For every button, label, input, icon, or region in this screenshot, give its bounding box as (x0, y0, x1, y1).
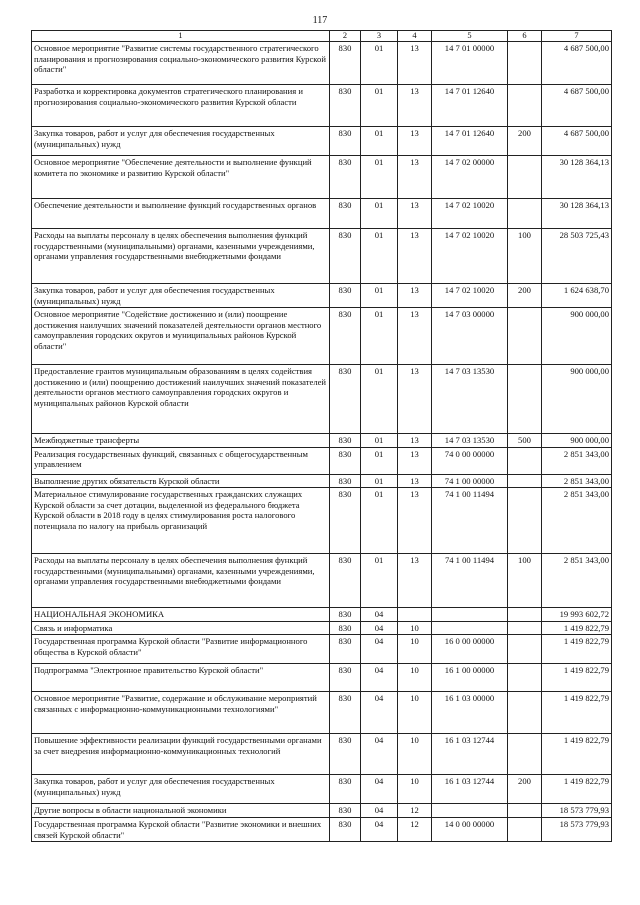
table-row (32, 608, 612, 621)
row-code-cell: 830 (330, 734, 361, 775)
row-amount-cell: 1 419 822,79 (542, 734, 612, 775)
row-section-cell: 01 (361, 447, 398, 474)
row-target-article-cell: 14 7 02 10020 (432, 199, 508, 229)
row-target-article-cell: 16 1 03 00000 (432, 692, 508, 734)
row-code-cell: 830 (330, 308, 361, 365)
row-expense-type-cell (508, 621, 542, 634)
row-expense-type-cell (508, 734, 542, 775)
row-code-cell: 830 (330, 127, 361, 156)
row-expense-type-cell (508, 488, 542, 554)
row-name-cell: Разработка и корректировка документов стратегического планирования и прогнозирования социально-экономического развития Курской области (32, 85, 330, 127)
row-code-cell: 830 (330, 804, 361, 818)
row-amount-cell: 2 851 343,00 (542, 488, 612, 554)
table-row (32, 229, 612, 284)
row-amount-cell: 900 000,00 (542, 308, 612, 365)
row-expense-type-cell (508, 692, 542, 734)
row-section-cell: 01 (361, 308, 398, 365)
row-subsection-cell: 13 (398, 85, 432, 127)
row-subsection-cell: 10 (398, 775, 432, 804)
row-expense-type-cell (508, 365, 542, 434)
row-name-cell: Предоставление грантов муниципальным образованиям в целях содействия достижению и (или) поощрению достижений наилучших значений показателей деятельности органов местного самоуправления городских округов и муниципальных районов Курской области (32, 365, 330, 434)
row-expense-type-cell: 200 (508, 775, 542, 804)
row-section-cell: 01 (361, 229, 398, 284)
row-target-article-cell: 16 1 00 00000 (432, 664, 508, 692)
table-row (32, 488, 612, 554)
row-target-article-cell: 16 1 03 12744 (432, 734, 508, 775)
row-code-cell: 830 (330, 42, 361, 85)
row-subsection-cell: 13 (398, 488, 432, 554)
row-expense-type-cell (508, 199, 542, 229)
table-row (32, 199, 612, 229)
row-target-article-cell (432, 804, 508, 818)
row-code-cell: 830 (330, 608, 361, 621)
row-section-cell: 01 (361, 474, 398, 487)
row-section-cell: 04 (361, 692, 398, 734)
row-code-cell: 830 (330, 156, 361, 199)
row-name-cell: Повышение эффективности реализации функций государственными органами за счет внедрения информационно-коммуникационных технологий (32, 734, 330, 775)
row-target-article-cell: 14 7 03 00000 (432, 308, 508, 365)
row-code-cell: 830 (330, 199, 361, 229)
row-name-cell: Закупка товаров, работ и услуг для обеспечения государственных (муниципальных) нужд (32, 127, 330, 156)
row-expense-type-cell: 500 (508, 434, 542, 447)
table-header-row (32, 31, 612, 42)
row-section-cell: 04 (361, 635, 398, 664)
row-amount-cell: 4 687 500,00 (542, 85, 612, 127)
table-row (32, 554, 612, 608)
row-amount-cell: 1 419 822,79 (542, 775, 612, 804)
row-name-cell: Другие вопросы в области национальной экономики (32, 804, 330, 818)
row-subsection-cell: 13 (398, 127, 432, 156)
row-expense-type-cell (508, 608, 542, 621)
row-section-cell: 01 (361, 127, 398, 156)
table-row (32, 156, 612, 199)
row-section-cell: 01 (361, 85, 398, 127)
row-subsection-cell: 12 (398, 818, 432, 842)
row-name-cell: Связь и информатика (32, 621, 330, 634)
column-header: 4 (398, 31, 432, 42)
page-number: 117 (312, 15, 328, 26)
row-subsection-cell: 10 (398, 621, 432, 634)
row-section-cell: 04 (361, 621, 398, 634)
row-section-cell: 01 (361, 199, 398, 229)
row-name-cell: Реализация государственных функций, связанных с общегосударственным управлением (32, 447, 330, 474)
row-amount-cell: 900 000,00 (542, 434, 612, 447)
column-header: 1 (32, 31, 330, 42)
row-target-article-cell: 74 1 00 11494 (432, 488, 508, 554)
table-row (32, 434, 612, 447)
table-row (32, 284, 612, 308)
row-target-article-cell: 14 7 02 10020 (432, 284, 508, 308)
row-code-cell: 830 (330, 621, 361, 634)
row-code-cell: 830 (330, 229, 361, 284)
row-name-cell: Основное мероприятие "Развитие системы государственного стратегического планирования и прогнозирования социально-экономического развития Курской области" (32, 42, 330, 85)
row-subsection-cell: 13 (398, 42, 432, 85)
row-expense-type-cell (508, 42, 542, 85)
row-section-cell: 04 (361, 664, 398, 692)
row-amount-cell: 2 851 343,00 (542, 554, 612, 608)
row-expense-type-cell (508, 804, 542, 818)
row-code-cell: 830 (330, 284, 361, 308)
row-section-cell: 01 (361, 156, 398, 199)
row-target-article-cell: 14 7 01 12640 (432, 127, 508, 156)
row-subsection-cell: 10 (398, 635, 432, 664)
row-expense-type-cell (508, 308, 542, 365)
row-name-cell: Выполнение других обязательств Курской области (32, 474, 330, 487)
table-row (32, 804, 612, 818)
row-expense-type-cell: 100 (508, 554, 542, 608)
row-subsection-cell: 13 (398, 284, 432, 308)
row-name-cell: Основное мероприятие "Обеспечение деятельности и выполнение функций комитета по экономике и развитию Курской области" (32, 156, 330, 199)
table-row (32, 474, 612, 487)
row-target-article-cell: 14 7 03 13530 (432, 365, 508, 434)
row-section-cell: 04 (361, 818, 398, 842)
row-section-cell: 04 (361, 734, 398, 775)
row-code-cell: 830 (330, 775, 361, 804)
table-row (32, 85, 612, 127)
row-section-cell: 01 (361, 434, 398, 447)
row-amount-cell: 2 851 343,00 (542, 447, 612, 474)
row-section-cell: 04 (361, 608, 398, 621)
row-expense-type-cell: 200 (508, 127, 542, 156)
budget-table (31, 30, 612, 842)
row-amount-cell: 900 000,00 (542, 365, 612, 434)
row-expense-type-cell (508, 85, 542, 127)
row-name-cell: Расходы на выплаты персоналу в целях обеспечения выполнения функций государственными (муниципальными) органами, казенными учреждениями, органами управления государственными внебюджетными фондами (32, 554, 330, 608)
row-section-cell: 01 (361, 284, 398, 308)
row-name-cell: Закупка товаров, работ и услуг для обеспечения государственных (муниципальных) нужд (32, 284, 330, 308)
row-target-article-cell: 14 7 02 10020 (432, 229, 508, 284)
row-code-cell: 830 (330, 664, 361, 692)
row-target-article-cell: 74 1 00 11494 (432, 554, 508, 608)
row-code-cell: 830 (330, 488, 361, 554)
row-amount-cell: 1 419 822,79 (542, 621, 612, 634)
row-subsection-cell: 13 (398, 156, 432, 199)
row-amount-cell: 18 573 779,93 (542, 804, 612, 818)
table-row (32, 775, 612, 804)
row-code-cell: 830 (330, 365, 361, 434)
table-row (32, 635, 612, 664)
row-subsection-cell: 10 (398, 734, 432, 775)
row-target-article-cell: 14 7 01 00000 (432, 42, 508, 85)
row-name-cell: Расходы на выплаты персоналу в целях обеспечения выполнения функций государственными (муниципальными) органами, казенными учреждениями, органами управления государственными внебюджетными фондами (32, 229, 330, 284)
row-subsection-cell: 13 (398, 199, 432, 229)
table-row (32, 365, 612, 434)
row-subsection-cell: 13 (398, 365, 432, 434)
row-code-cell: 830 (330, 635, 361, 664)
row-amount-cell: 1 419 822,79 (542, 664, 612, 692)
table-row (32, 664, 612, 692)
row-target-article-cell: 74 1 00 00000 (432, 474, 508, 487)
row-target-article-cell: 14 0 00 00000 (432, 818, 508, 842)
row-code-cell: 830 (330, 85, 361, 127)
row-target-article-cell: 14 7 01 12640 (432, 85, 508, 127)
row-name-cell: Закупка товаров, работ и услуг для обеспечения государственных (муниципальных) нужд (32, 775, 330, 804)
table-row (32, 127, 612, 156)
table-row (32, 621, 612, 634)
row-expense-type-cell: 200 (508, 284, 542, 308)
row-amount-cell: 30 128 364,13 (542, 156, 612, 199)
column-header: 6 (508, 31, 542, 42)
row-subsection-cell: 13 (398, 447, 432, 474)
column-header: 5 (432, 31, 508, 42)
row-name-cell: Обеспечение деятельности и выполнение функций государственных органов (32, 199, 330, 229)
row-amount-cell: 30 128 364,13 (542, 199, 612, 229)
row-subsection-cell: 10 (398, 692, 432, 734)
row-name-cell: Государственная программа Курской области "Развитие информационного общества в Курской области" (32, 635, 330, 664)
row-name-cell: Основное мероприятие "Содействие достижению и (или) поощрение достижения наилучших значений показателей деятельности органов местного самоуправления городских округов и муниципальных районов Курской области" (32, 308, 330, 365)
row-expense-type-cell (508, 818, 542, 842)
row-subsection-cell (398, 608, 432, 621)
row-amount-cell: 1 419 822,79 (542, 635, 612, 664)
row-amount-cell: 18 573 779,93 (542, 818, 612, 842)
row-subsection-cell: 13 (398, 308, 432, 365)
row-section-cell: 01 (361, 42, 398, 85)
row-expense-type-cell: 100 (508, 229, 542, 284)
row-section-cell: 01 (361, 488, 398, 554)
row-expense-type-cell (508, 156, 542, 199)
row-expense-type-cell (508, 635, 542, 664)
row-section-cell: 01 (361, 554, 398, 608)
row-name-cell: Межбюджетные трансферты (32, 434, 330, 447)
row-expense-type-cell (508, 474, 542, 487)
table-row (32, 42, 612, 85)
row-code-cell: 830 (330, 474, 361, 487)
row-subsection-cell: 10 (398, 664, 432, 692)
row-target-article-cell: 74 0 00 00000 (432, 447, 508, 474)
row-code-cell: 830 (330, 434, 361, 447)
row-target-article-cell (432, 608, 508, 621)
column-header: 2 (330, 31, 361, 42)
row-target-article-cell: 14 7 02 00000 (432, 156, 508, 199)
table-row (32, 308, 612, 365)
row-amount-cell: 4 687 500,00 (542, 42, 612, 85)
row-amount-cell: 1 419 822,79 (542, 692, 612, 734)
row-amount-cell: 19 993 602,72 (542, 608, 612, 621)
row-name-cell: НАЦИОНАЛЬНАЯ ЭКОНОМИКА (32, 608, 330, 621)
row-subsection-cell: 13 (398, 554, 432, 608)
column-header: 3 (361, 31, 398, 42)
row-expense-type-cell (508, 664, 542, 692)
row-section-cell: 04 (361, 775, 398, 804)
row-code-cell: 830 (330, 447, 361, 474)
row-target-article-cell: 16 1 03 12744 (432, 775, 508, 804)
table-row (32, 692, 612, 734)
table-row (32, 818, 612, 842)
row-amount-cell: 28 503 725,43 (542, 229, 612, 284)
row-code-cell: 830 (330, 692, 361, 734)
row-subsection-cell: 13 (398, 434, 432, 447)
table-row (32, 447, 612, 474)
row-subsection-cell: 12 (398, 804, 432, 818)
row-subsection-cell: 13 (398, 229, 432, 284)
row-section-cell: 04 (361, 804, 398, 818)
row-amount-cell: 4 687 500,00 (542, 127, 612, 156)
row-code-cell: 830 (330, 818, 361, 842)
table-row (32, 734, 612, 775)
row-amount-cell: 1 624 638,70 (542, 284, 612, 308)
row-amount-cell: 2 851 343,00 (542, 474, 612, 487)
column-header: 7 (542, 31, 612, 42)
row-target-article-cell: 14 7 03 13530 (432, 434, 508, 447)
row-subsection-cell: 13 (398, 474, 432, 487)
row-expense-type-cell (508, 447, 542, 474)
row-section-cell: 01 (361, 365, 398, 434)
row-code-cell: 830 (330, 554, 361, 608)
row-name-cell: Государственная программа Курской области "Развитие экономики и внешних связей Курской области" (32, 818, 330, 842)
row-target-article-cell: 16 0 00 00000 (432, 635, 508, 664)
row-name-cell: Основное мероприятие "Развитие, содержание и обслуживание мероприятий связанных с информационно-коммуникационными технологиями" (32, 692, 330, 734)
row-name-cell: Материальное стимулирование государственных гражданских служащих Курской области за счет дотации, выделенной из федерального бюджета Курской области в 2018 году в целях стимулирования роста налогового потенциала по налогу на прибыль организаций (32, 488, 330, 554)
row-target-article-cell (432, 621, 508, 634)
row-name-cell: Подпрограмма "Электронное правительство Курской области" (32, 664, 330, 692)
